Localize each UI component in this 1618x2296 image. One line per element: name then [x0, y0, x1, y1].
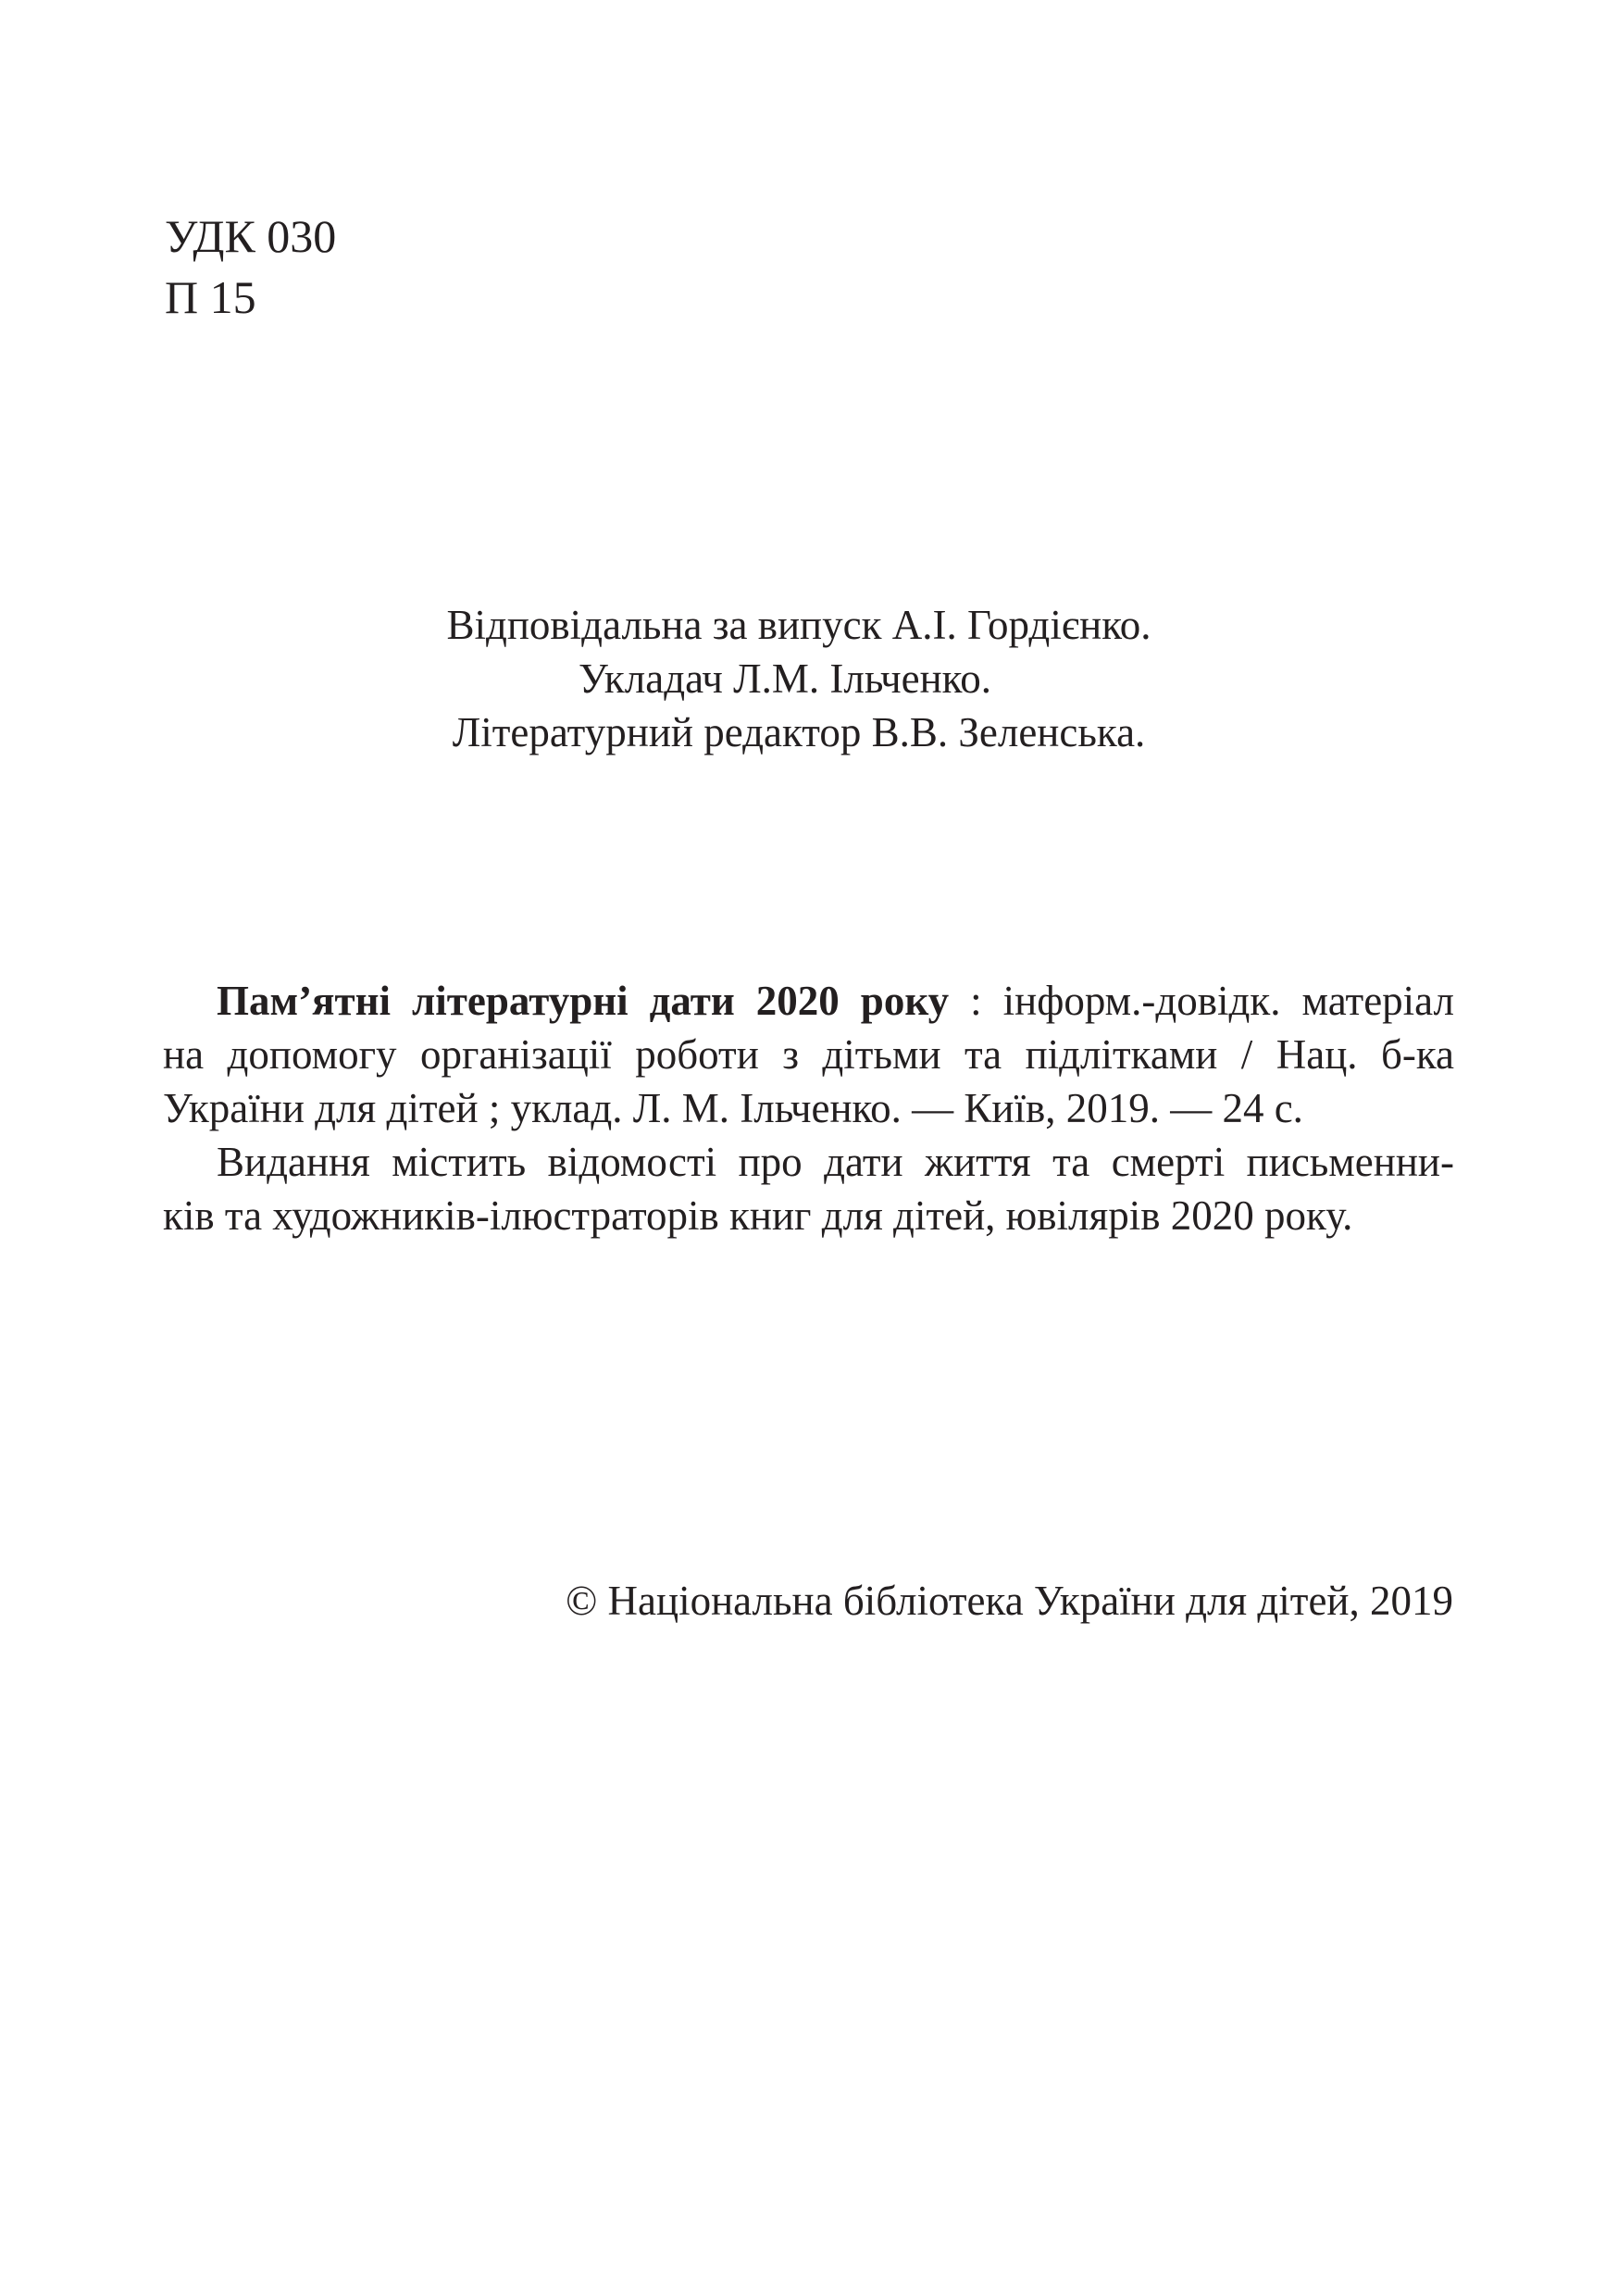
compiler: Укладач Л.М. Ільченко.	[579, 655, 991, 702]
literary-editor: Літературний редактор В.В. Зеленська.	[452, 709, 1146, 755]
credits	[0, 598, 1618, 759]
publication-type: : інформ.-довідк. матеріал	[949, 978, 1454, 1024]
bibliographic-annotation	[163, 974, 1454, 1242]
udk-code: УДК 030	[165, 210, 337, 262]
author-mark: П 15	[165, 271, 256, 323]
annotation-line-1	[163, 974, 1454, 1028]
udk-classification	[165, 206, 336, 328]
publication-title: Пам’ятні літературні дати 2020 року	[217, 978, 950, 1024]
annotation-line-2: на допомогу організації роботи з дітьми та підлітками / Нац. б-ка	[163, 1031, 1454, 1078]
annotation-line-3: України для дітей ; уклад. Л. М. Ільченко. — Київ, 2019. — 24 с.	[163, 1085, 1303, 1131]
annotation-line-5: ків та художників-ілюстраторів книг для дітей, ювілярів 2020 року.	[163, 1192, 1353, 1239]
annotation-line-4: Видання містить відомості про дати життя та смерті письменни-	[217, 1139, 1454, 1185]
responsible-person: Відповідальна за випуск А.І. Гордієнко.	[446, 602, 1151, 648]
copyright-notice: © Національна бібліотека України для дітей, 2019	[566, 1578, 1453, 1624]
